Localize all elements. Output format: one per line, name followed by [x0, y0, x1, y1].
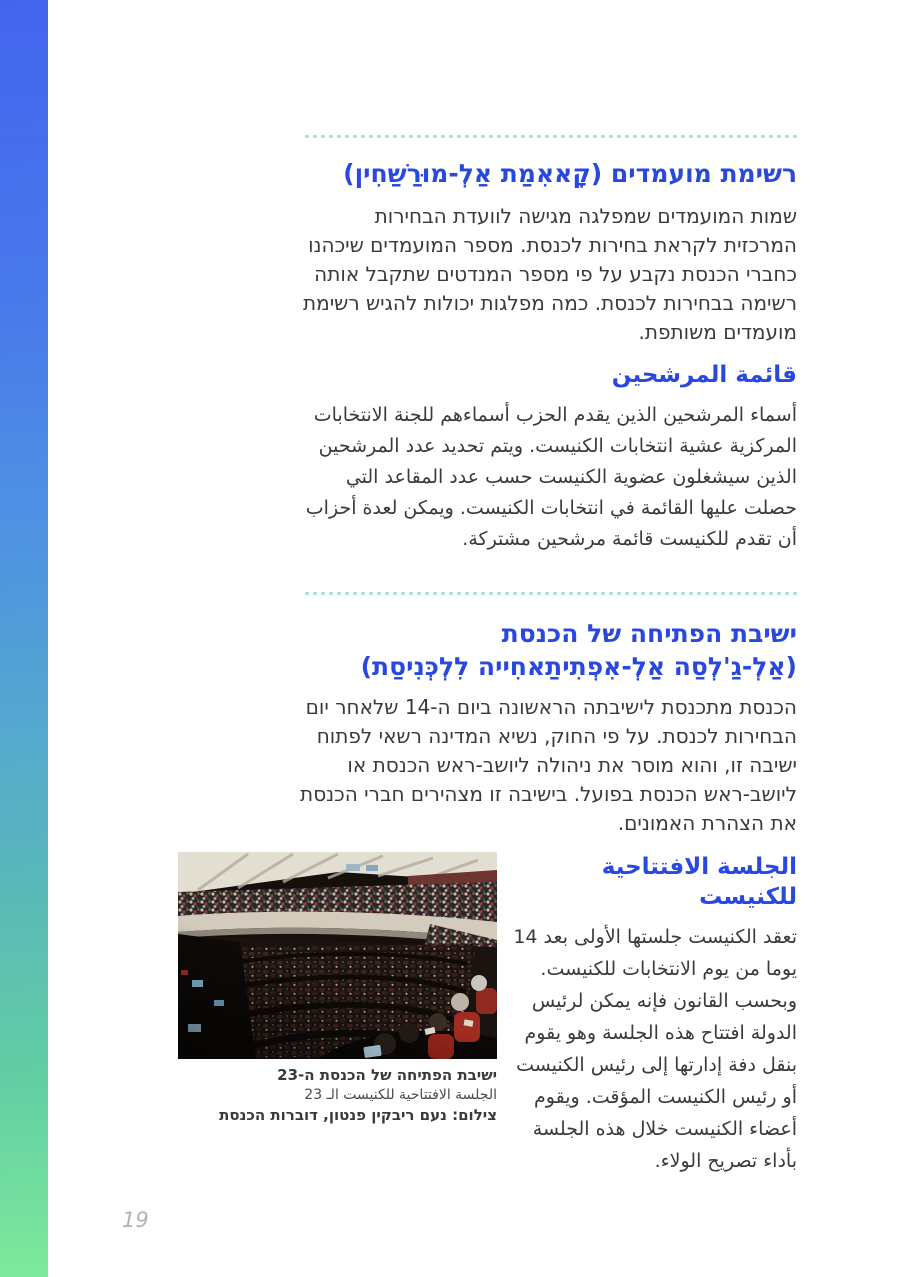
section-body: تعقد الكنيست جلستها الأولى بعد 14 يوما من يوم الانتخابات للكنيست. وبحسب القانون فإنه يمكن لرئيس الدولة افتتاح هذه الجلسة وهو يقوم بنقل دفة إدارتها إلى رئيس الكنيست أو رئيس الكنيست المؤقت. ويقوم أعضاء الكنيست خلال هذه الجلسة بأداء تصريح الولاء.: [513, 926, 797, 1172]
page-number: 19: [122, 1208, 149, 1232]
dotted-divider-top: [305, 135, 797, 138]
section-body: أسماء المرشحين الذين يقدم الحزب أسماءهم للجنة الانتخابات المركزية عشية انتخابات الكنيست. ويتم تحديد عدد المرشحين الذين سيشغلون عضوية الكنيست حسب عدد المقاعد التي حصلت عليها القائمة في انتخابات الكنيست. ويمكن لعدة أحزاب أن تقدم للكنيست قائمة مرشحين مشتركة.: [305, 404, 797, 550]
section-candidate-list-arabic: [297, 360, 797, 555]
section-opening-session-arabic: [503, 852, 797, 1177]
section-opening-session-hebrew: [297, 617, 797, 838]
left-gradient-bar: [0, 0, 48, 1277]
section-body: שמות המועמדים שמפלגה מגישה לוועדת הבחירות המרכזית לקראת בחירות לכנסת. מספר המועמדים שיכהנו כחברי הכנסת נקבע על פי מספר המנדטים שתקבל אותה רשימה בבחירות לכנסת. כמה מפלגות יכולות להגיש רשימת מועמדים משותפת.: [302, 204, 797, 344]
section-heading: רשימת מועמדים (קָאאִמַת אַלְ-מוּרַשַׁחִין): [343, 159, 797, 188]
dotted-divider-middle: [305, 592, 797, 595]
photo-caption: [178, 1065, 497, 1125]
section-heading: قائمة المرشحين: [611, 362, 797, 388]
photo-credit: צילום: נעם ריבקין פנטון, דוברות הכנסת: [219, 1106, 497, 1124]
photo-caption-arabic: الجلسة الافتتاحية للكنيست الـ 23: [304, 1087, 497, 1103]
heading-line-2: (אַלְ-גַ'לְסַה אַלְ-אִפְתִיתַאחִייה לִלְכְּנִיסַת): [360, 652, 797, 681]
section-heading: [297, 617, 797, 683]
photo-caption-hebrew: ישיבת הפתיחה של הכנסת ה-23: [277, 1066, 497, 1084]
knesset-plenum-photo: [178, 852, 497, 1125]
section-heading: الجلسة الافتتاحية للكنيست: [601, 854, 797, 910]
heading-line-1: ישיבת הפתיחה של הכנסת: [501, 619, 797, 648]
section-body: הכנסת מתכנסת לישיבתה הראשונה ביום ה-14 שלאחר יום הבחירות לכנסת. על פי החוק, נשיא המדינה רשאי לפתוח ישיבה זו, והוא מוסר את ניהולה ליושב-ראש הכנסת או ליושב-ראש הכנסת בפועל. בישיבה זו מצהירים חברי הכנסת את הצהרת האמונים.: [300, 695, 797, 835]
section-candidate-list-hebrew: [297, 158, 797, 347]
knesset-plenum-photo-illustration: [178, 852, 497, 1059]
